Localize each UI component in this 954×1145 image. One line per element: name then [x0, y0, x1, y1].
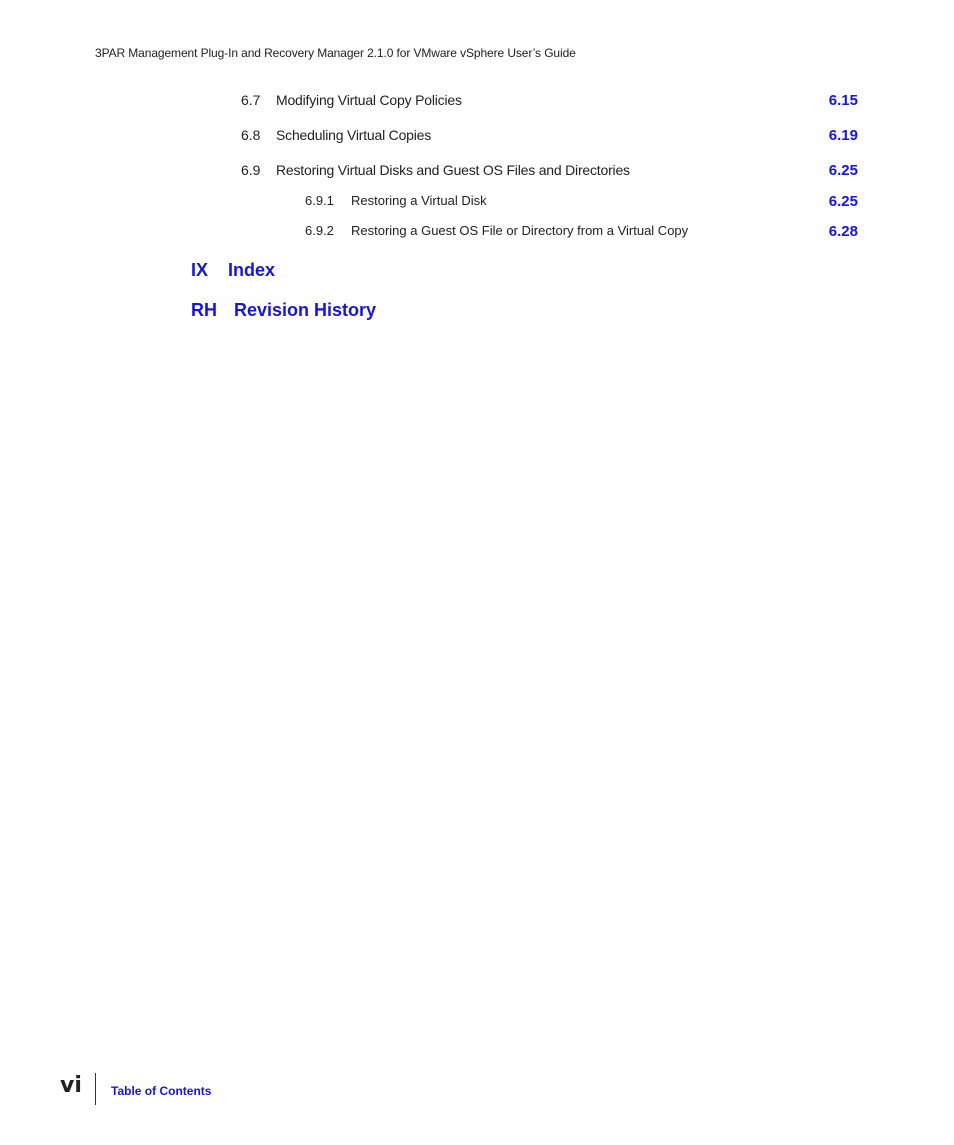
- footer-divider: [95, 1073, 96, 1105]
- toc-subentry-page-link[interactable]: 6.28: [828, 223, 858, 240]
- toc-entry-number: 6.8: [241, 127, 261, 143]
- chapter-title[interactable]: Revision History: [234, 300, 377, 320]
- toc-subentry[interactable]: [0, 223, 954, 243]
- toc-entry-title[interactable]: Scheduling Virtual Copies: [276, 127, 432, 143]
- running-header: 3PAR Management Plug-In and Recovery Manager 2.1.0 for VMware vSphere User’s Guide: [95, 46, 576, 60]
- toc-entry-page-link[interactable]: 6.19: [828, 127, 858, 144]
- toc-subentry[interactable]: [0, 193, 954, 213]
- toc-subentry-title[interactable]: Restoring a Virtual Disk: [351, 193, 487, 208]
- toc-subentry-title[interactable]: Restoring a Guest OS File or Directory from a Virtual Copy: [351, 223, 689, 238]
- toc-entry[interactable]: [0, 92, 954, 112]
- toc-entry-number: 6.7: [241, 92, 261, 108]
- toc-chapter-revision-history[interactable]: [191, 300, 376, 321]
- toc-chapter-index[interactable]: [191, 260, 275, 281]
- toc-subentry-number: 6.9.2: [305, 223, 334, 238]
- toc-entry-number: 6.9: [241, 162, 261, 178]
- toc-entry-title[interactable]: Modifying Virtual Copy Policies: [276, 92, 462, 108]
- toc-entry-title[interactable]: Restoring Virtual Disks and Guest OS Files and Directories: [276, 162, 630, 178]
- chapter-title[interactable]: Index: [228, 260, 276, 280]
- page-number: vi: [60, 1073, 82, 1098]
- chapter-label[interactable]: IX: [191, 260, 209, 280]
- footer-section-label: Table of Contents: [111, 1084, 212, 1098]
- toc-entry-page-link[interactable]: 6.25: [828, 162, 858, 179]
- toc-entry-page-link[interactable]: 6.15: [828, 92, 858, 109]
- toc-entry[interactable]: [0, 162, 954, 182]
- toc-subentry-page-link[interactable]: 6.25: [828, 193, 858, 210]
- chapter-label[interactable]: RH: [191, 300, 217, 320]
- toc-entry[interactable]: [0, 127, 954, 147]
- toc-subentry-number: 6.9.1: [305, 193, 334, 208]
